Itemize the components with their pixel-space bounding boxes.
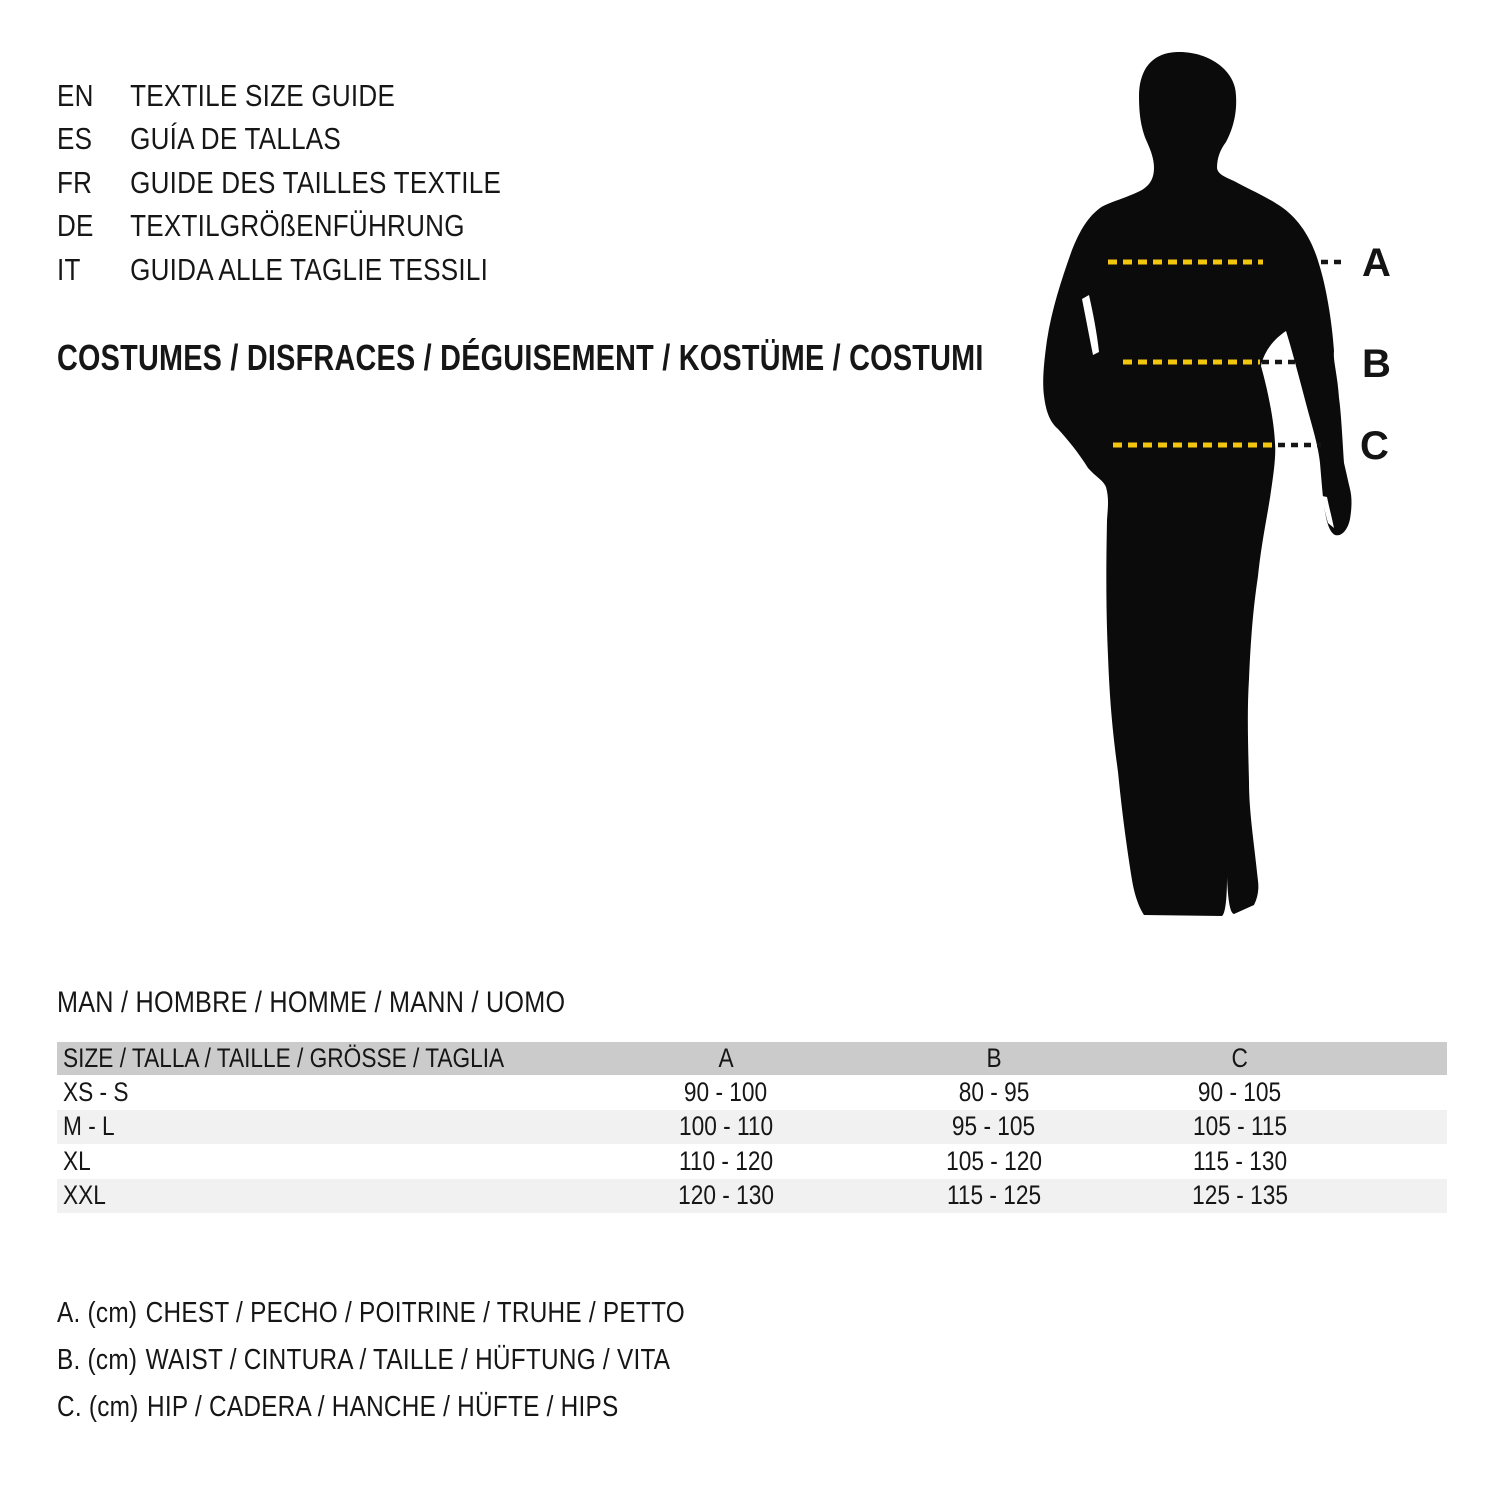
value-a: 90 - 100: [684, 1076, 768, 1107]
note-text-a: CHEST / PECHO / POITRINE / TRUHE / PETTO: [145, 1297, 685, 1329]
note-label-a: A. (cm): [57, 1297, 138, 1329]
value-a: 120 - 130: [678, 1180, 774, 1211]
header-col-a: A: [718, 1043, 734, 1073]
value-c: 115 - 130: [1192, 1145, 1288, 1176]
note-text-b: WAIST / CINTURA / TAILLE / HÜFTUNG / VITA: [145, 1344, 671, 1376]
title-row-fr: [57, 161, 501, 205]
size-table: [57, 1042, 1447, 1213]
lang-code-es: ES: [57, 121, 93, 157]
marker-label-a: A: [1362, 241, 1391, 285]
header-size-cell: SIZE / TALLA / TAILLE / GRÖSSE / TAGLIA: [63, 1043, 505, 1073]
size-cell: M - L: [63, 1111, 115, 1142]
table-row-xl: [57, 1144, 1447, 1179]
value-b: 95 - 105: [952, 1111, 1036, 1142]
header-col-c: C: [1231, 1043, 1249, 1073]
lang-code-it: IT: [57, 251, 81, 287]
table-row-xs-s: [57, 1075, 1447, 1110]
table-row-m-l: [57, 1110, 1447, 1145]
size-cell: XL: [63, 1145, 91, 1176]
man-silhouette: [1043, 52, 1351, 916]
value-a: 100 - 110: [678, 1111, 774, 1142]
title-row-de: [57, 205, 501, 249]
note-label-c: C. (cm): [57, 1391, 139, 1423]
header-col-b: B: [986, 1043, 1002, 1073]
value-c: 90 - 105: [1198, 1076, 1282, 1107]
value-b: 115 - 125: [946, 1180, 1042, 1211]
title-language-block: [57, 74, 586, 292]
marker-label-b: B: [1362, 342, 1391, 386]
value-b: 80 - 95: [958, 1076, 1030, 1107]
size-table-header: [57, 1042, 1447, 1075]
table-row-xxl: [57, 1179, 1447, 1214]
title-de: TEXTILGRÖßENFÜHRUNG: [130, 208, 465, 244]
note-chest: [57, 1290, 685, 1337]
title-row-es: [57, 118, 501, 162]
title-fr: GUIDE DES TAILLES TEXTILE: [130, 164, 502, 200]
category-heading: COSTUMES / DISFRACES / DÉGUISEMENT / KOSTÜME / COSTUMI: [57, 337, 984, 378]
title-row-it: [57, 248, 501, 292]
title-es: GUÍA DE TALLAS: [130, 121, 342, 157]
value-c: 105 - 115: [1192, 1111, 1288, 1142]
title-row-en: [57, 74, 501, 118]
size-cell: XXL: [63, 1180, 106, 1211]
lang-code-en: EN: [57, 77, 94, 113]
value-c: 125 - 135: [1192, 1180, 1288, 1211]
measurement-notes: [57, 1290, 805, 1431]
marker-label-c: C: [1360, 424, 1389, 468]
section-heading-man: MAN / HOMBRE / HOMME / MANN / UOMO: [57, 986, 566, 1019]
value-b: 105 - 120: [946, 1145, 1042, 1176]
title-it: GUIDA ALLE TAGLIE TESSILI: [130, 251, 489, 287]
size-cell: XS - S: [63, 1076, 129, 1107]
note-text-c: HIP / CADERA / HANCHE / HÜFTE / HIPS: [146, 1391, 619, 1423]
title-en: TEXTILE SIZE GUIDE: [130, 77, 396, 113]
note-hip: [57, 1384, 685, 1431]
lang-code-de: DE: [57, 208, 94, 244]
lang-code-fr: FR: [57, 164, 93, 200]
value-a: 110 - 120: [678, 1145, 774, 1176]
measurement-figure: [1040, 50, 1400, 940]
note-label-b: B. (cm): [57, 1344, 138, 1376]
note-waist: [57, 1337, 685, 1384]
